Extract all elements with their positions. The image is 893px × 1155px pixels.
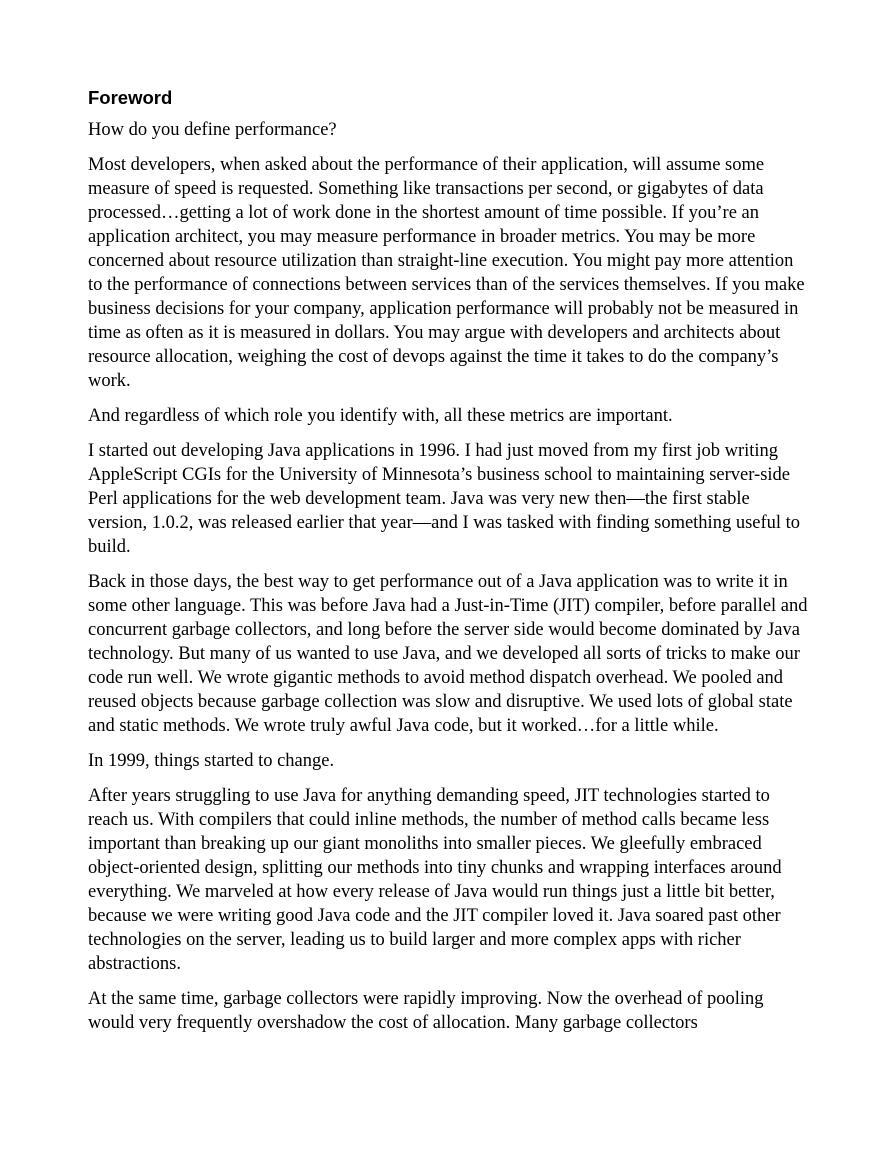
document-page xyxy=(88,86,810,1046)
paragraph-early-days: Back in those days, the best way to get performance out of a Java application was to write it in some other language. This was before Java had a Just-in-Time (JIT) compiler, before parallel and concurrent garbage collectors, and long before the server side would become dominated by Java technology. But many of us wanted to use Java, and we developed all sorts of tricks to make our code run well. We wrote gigantic methods to avoid method dispatch overhead. We pooled and reused objects because garbage collection was slow and disruptive. We used lots of global state and static methods. We wrote truly awful Java code, but it worked…for a little while. xyxy=(88,572,808,736)
section-heading: Foreword xyxy=(88,87,173,108)
paragraph-1999: In 1999, things started to change. xyxy=(88,751,335,771)
paragraph-gc: At the same time, garbage collectors were rapidly improving. Now the overhead of pooling would very frequently overshadow the cost of allocation. Many garbage collectors xyxy=(88,989,764,1033)
paragraph-developers: Most developers, when asked about the performance of their application, will assume some measure of speed is requested. Something like transactions per second, or gigabytes of data processed…getting a lot of work done in the shortest amount of time possible. If you’re an application architect, you may measure performance in broader metrics. You may be more concerned about resource utilization than straight-line execution. You might pay more attention to the performance of connections between services than of the services themselves. If you make business decisions for your company, application performance will probably not be measured in time as often as it is measured in dollars. You may argue with developers and architects about resource allocation, weighing the cost of devops against the time it takes to do the company’s work. xyxy=(88,155,805,391)
paragraph-1996: I started out developing Java applications in 1996. I had just moved from my first job writing AppleScript CGIs for the University of Minnesota’s business school to maintaining server-side Perl applications for the web development team. Java was very new then—the first stable version, 1.0.2, was released earlier that year—and I was tasked with finding something useful to build. xyxy=(88,441,801,557)
paragraph-metrics: And regardless of which role you identify with, all these metrics are important. xyxy=(88,406,673,426)
paragraph-jit: After years struggling to use Java for anything demanding speed, JIT technologies started to reach us. With compilers that could inline methods, the number of method calls became less important than breaking up our giant monoliths into smaller pieces. We gleefully embraced object-oriented design, splitting our methods into tiny chunks and wrapping interfaces around everything. We marveled at how every release of Java would run things just a little bit better, because we were writing good Java code and the JIT compiler loved it. Java soared past other technologies on the server, leading us to build larger and more complex apps with richer abstractions. xyxy=(88,786,782,974)
paragraph-question: How do you define performance? xyxy=(88,120,337,140)
